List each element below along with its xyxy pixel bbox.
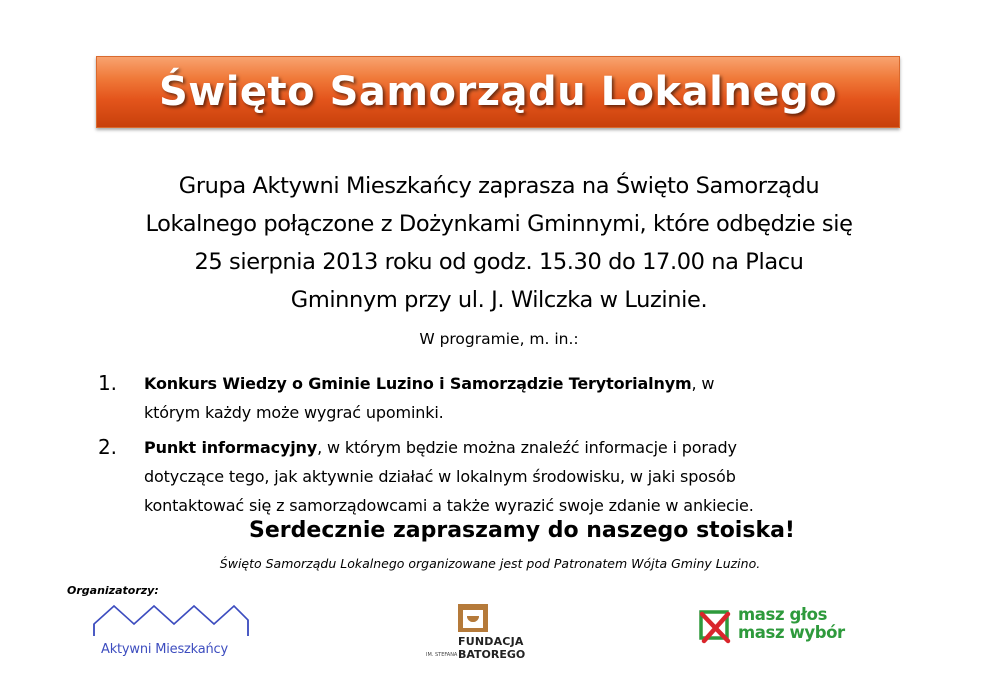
program-item-title: Punkt informacyjny (144, 438, 318, 457)
intro-paragraph (60, 167, 938, 319)
logo-text: BATOREGO (458, 648, 526, 661)
logo-text: Aktywni Mieszkańcy (101, 642, 228, 657)
intro-line: 25 sierpnia 2013 roku od godz. 15.30 do 17.00 na Placu (194, 249, 804, 275)
program-item-text: , w (691, 374, 715, 393)
rooftops-icon (92, 602, 252, 646)
batory-emblem-icon (458, 604, 488, 632)
program-item-text: kontaktować się z samorządowcami a także wyrazić swoje zdanie w ankiecie. (144, 496, 754, 515)
intro-line: Lokalnego połączone z Dożynkami Gminnymi, które odbędzie się (145, 211, 853, 237)
intro-line: Gminnym przy ul. J. Wilczka w Luzinie. (290, 287, 708, 313)
program-item-title: Konkurs Wiedzy o Gminie Luzino i Samorządzie Terytorialnym (144, 374, 692, 393)
aktywni-mieszkancy-logo (92, 602, 252, 662)
program-item-text: którym każdy może wygrać upominki. (144, 403, 444, 422)
intro-line: Grupa Aktywni Mieszkańcy zaprasza na Święto Samorządu (178, 173, 820, 199)
program-list (98, 369, 898, 520)
logo-text (738, 606, 845, 642)
list-number: 1. (98, 371, 117, 395)
program-item-info-point (98, 433, 898, 520)
title-banner (96, 56, 900, 128)
logo-text: IM. STEFANA (426, 652, 458, 658)
ballot-check-icon (698, 608, 736, 646)
closing-invitation: Serdecznie zapraszamy do naszego stoiska! (249, 518, 795, 543)
logo-text-line: masz głos (738, 605, 827, 624)
program-heading: W programie, m. in.: (419, 330, 579, 348)
program-item-line (144, 369, 898, 398)
program-item-text: , w którym będzie można znaleźć informacje i porady (317, 438, 737, 457)
masz-glos-masz-wybor-logo (698, 606, 858, 656)
fundacja-batorego-logo (420, 604, 530, 664)
patronage-note: Święto Samorządu Lokalnego organizowane jest pod Patronatem Wójta Gminy Luzino. (219, 556, 761, 571)
page-title: Święto Samorządu Lokalnego (158, 69, 838, 115)
organizers-label: Organizatorzy: (67, 584, 159, 597)
program-item-contest (98, 369, 898, 427)
logo-text: FUNDACJA (458, 635, 524, 648)
program-item-text: dotyczące tego, jak aktywnie działać w lokalnym środowisku, w jaki sposób (144, 467, 736, 486)
logo-text-line: masz wybór (738, 623, 845, 642)
list-number: 2. (98, 435, 117, 459)
program-item-line (144, 433, 898, 462)
